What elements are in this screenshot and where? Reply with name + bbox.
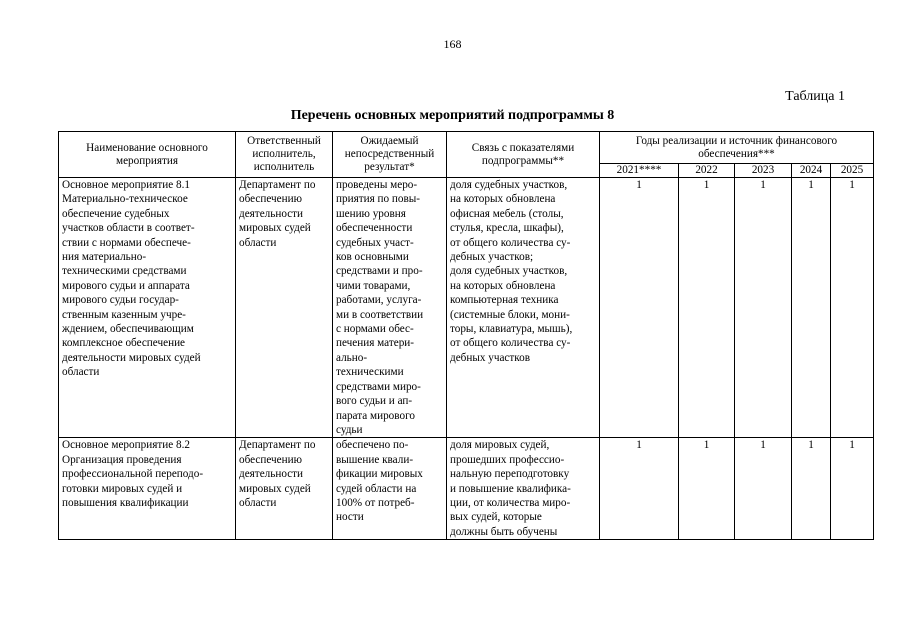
header-years-group: Годы реализации и источник финансового обеспечения*** (600, 132, 874, 164)
cell-text-line: доля судебных участков, (450, 265, 568, 278)
cell-text-line: Департамент по (239, 179, 316, 191)
cell-text-line: должны быть обучены (450, 525, 558, 538)
cell-text-line: обеспеченности (336, 222, 413, 235)
cell-text-line: техническими средствами (62, 265, 187, 278)
header-row (59, 132, 874, 164)
table-title: Перечень основных мероприятий подпрограммы 8 (290, 108, 615, 123)
cell-text-line: печения матери- (336, 337, 415, 350)
header-result: Ожидаемый непосредственный результат* (333, 132, 447, 178)
header-year: 2025 (831, 164, 874, 178)
cell-text-line: приятия по повы- (336, 193, 421, 206)
cell-text-line: 100% от потреб- (336, 496, 415, 509)
cell-text-line: комплексное обеспечение (62, 337, 186, 350)
header-year: 2021**** (600, 164, 679, 178)
cell-text-line: обеспечению (239, 193, 302, 206)
cell-text-line: области (62, 366, 100, 379)
cell-text-line: ми в соответствии (336, 308, 424, 321)
cell-text-line: ствии с нормами обеспече- (62, 236, 191, 249)
year-value-cell: 1 (600, 438, 679, 540)
cell-text-line: нальную переподготовку (450, 468, 570, 481)
cell-text-line: области (239, 496, 277, 509)
cell-text-line: средствами миро- (336, 380, 421, 393)
expected-result-cell (333, 438, 447, 540)
cell-text-line: доля судебных участков, (450, 179, 568, 191)
cell-text-line: вых судей, которые (450, 511, 542, 524)
cell-text-line: мирового судьи государ- (62, 294, 179, 307)
cell-text-line: фикации мировых (336, 468, 423, 481)
expected-result-cell (333, 178, 447, 438)
table-label: Таблица 1 (785, 89, 845, 104)
cell-text-line: профессиональной переподо- (62, 468, 204, 481)
cell-text-line: с нормами обес- (336, 323, 414, 336)
page-number: 168 (443, 37, 462, 51)
cell-text-line: ности (336, 511, 364, 524)
cell-text-line: на которых обновлена (450, 193, 556, 206)
cell-text-line: от общего количества су- (450, 337, 571, 350)
cell-text-line: обеспечено по- (336, 439, 409, 452)
year-value-cell: 1 (831, 178, 874, 438)
cell-text-line: чими товарами, (336, 279, 411, 292)
cell-text-line: ждением, обеспечивающим (62, 323, 194, 336)
header-executor: Ответственный исполнитель, исполнитель (236, 132, 333, 178)
cell-text-line: ственным казенным учре- (62, 308, 186, 321)
cell-text-line: офисная мебель (столы, (450, 207, 564, 220)
cell-text-line: парата мирового (336, 409, 415, 422)
header-year: 2024 (792, 164, 831, 178)
cell-text-line: (системные блоки, мони- (450, 308, 570, 321)
cell-text-line: от общего количества су- (450, 236, 571, 249)
cell-text-line: Департамент по (239, 439, 316, 452)
cell-text-line: повышения квалификации (62, 496, 189, 509)
cell-text-line: участков области в соответ- (62, 222, 195, 235)
cell-text-line: работами, услуга- (336, 294, 422, 307)
measure-name-cell (59, 178, 236, 438)
cell-text-line: Основное мероприятие 8.1 (62, 179, 190, 191)
cell-text-line: обеспечение судебных (62, 207, 170, 220)
cell-text-line: проведены меро- (336, 179, 418, 191)
year-value-cell: 1 (792, 178, 831, 438)
cell-text-line: прошедших профессио- (450, 453, 565, 466)
cell-text-line: дебных участков; (450, 251, 534, 264)
year-value-cell: 1 (792, 438, 831, 540)
cell-text-line: техническими (336, 366, 404, 379)
table-row (59, 178, 874, 438)
executor-cell (236, 178, 333, 438)
cell-text-line: области (239, 236, 277, 249)
cell-text-line: деятельности (239, 468, 304, 481)
header-year: 2023 (735, 164, 792, 178)
indicators-cell (447, 178, 600, 438)
cell-text-line: компьютерная техника (450, 294, 559, 307)
cell-text-line: готовки мировых судей и (62, 482, 183, 495)
cell-text-line: деятельности мировых судей (62, 351, 201, 364)
cell-text-line: Материально-техническое (62, 193, 188, 206)
header-year: 2022 (679, 164, 735, 178)
cell-text-line: судей области на (336, 482, 417, 495)
year-value-cell: 1 (600, 178, 679, 438)
measures-table (58, 131, 874, 540)
table-row (59, 438, 874, 540)
header-indicators: Связь с показателями подпрограммы** (447, 132, 600, 178)
cell-text-line: стулья, кресла, шкафы), (450, 222, 564, 235)
cell-text-line: ально- (336, 351, 368, 364)
year-value-cell: 1 (831, 438, 874, 540)
cell-text-line: торы, клавиатура, мышь), (450, 323, 573, 336)
cell-text-line: деятельности (239, 207, 304, 220)
cell-text-line: мировых судей (239, 222, 311, 235)
cell-text-line: на которых обновлена (450, 279, 556, 292)
year-value-cell: 1 (679, 438, 735, 540)
cell-text-line: доля мировых судей, (450, 439, 550, 452)
year-value-cell: 1 (679, 178, 735, 438)
header-name: Наименование основного мероприятия (59, 132, 236, 178)
cell-text-line: Организация проведения (62, 453, 182, 466)
cell-text-line: Основное мероприятие 8.2 (62, 439, 190, 452)
cell-text-line: мировых судей (239, 482, 311, 495)
cell-text-line: средствами и про- (336, 265, 423, 278)
cell-text-line: мирового судьи и аппарата (62, 279, 190, 292)
cell-text-line: ния материально- (62, 251, 147, 264)
cell-text-line: вого судьи и ап- (336, 395, 413, 408)
cell-text-line: ции, от количества миро- (450, 496, 571, 509)
cell-text-line: вышение квали- (336, 453, 414, 466)
indicators-cell (447, 438, 600, 540)
year-value-cell: 1 (735, 438, 792, 540)
measure-name-cell (59, 438, 236, 540)
year-value-cell: 1 (735, 178, 792, 438)
executor-cell (236, 438, 333, 540)
cell-text-line: обеспечению (239, 453, 302, 466)
cell-text-line: дебных участков (450, 351, 531, 364)
cell-text-line: судебных участ- (336, 236, 414, 249)
cell-text-line: ков основными (336, 251, 409, 264)
cell-text-line: судьи (336, 423, 363, 436)
cell-text-line: шению уровня (336, 207, 406, 220)
cell-text-line: и повышение квалифика- (450, 482, 571, 495)
